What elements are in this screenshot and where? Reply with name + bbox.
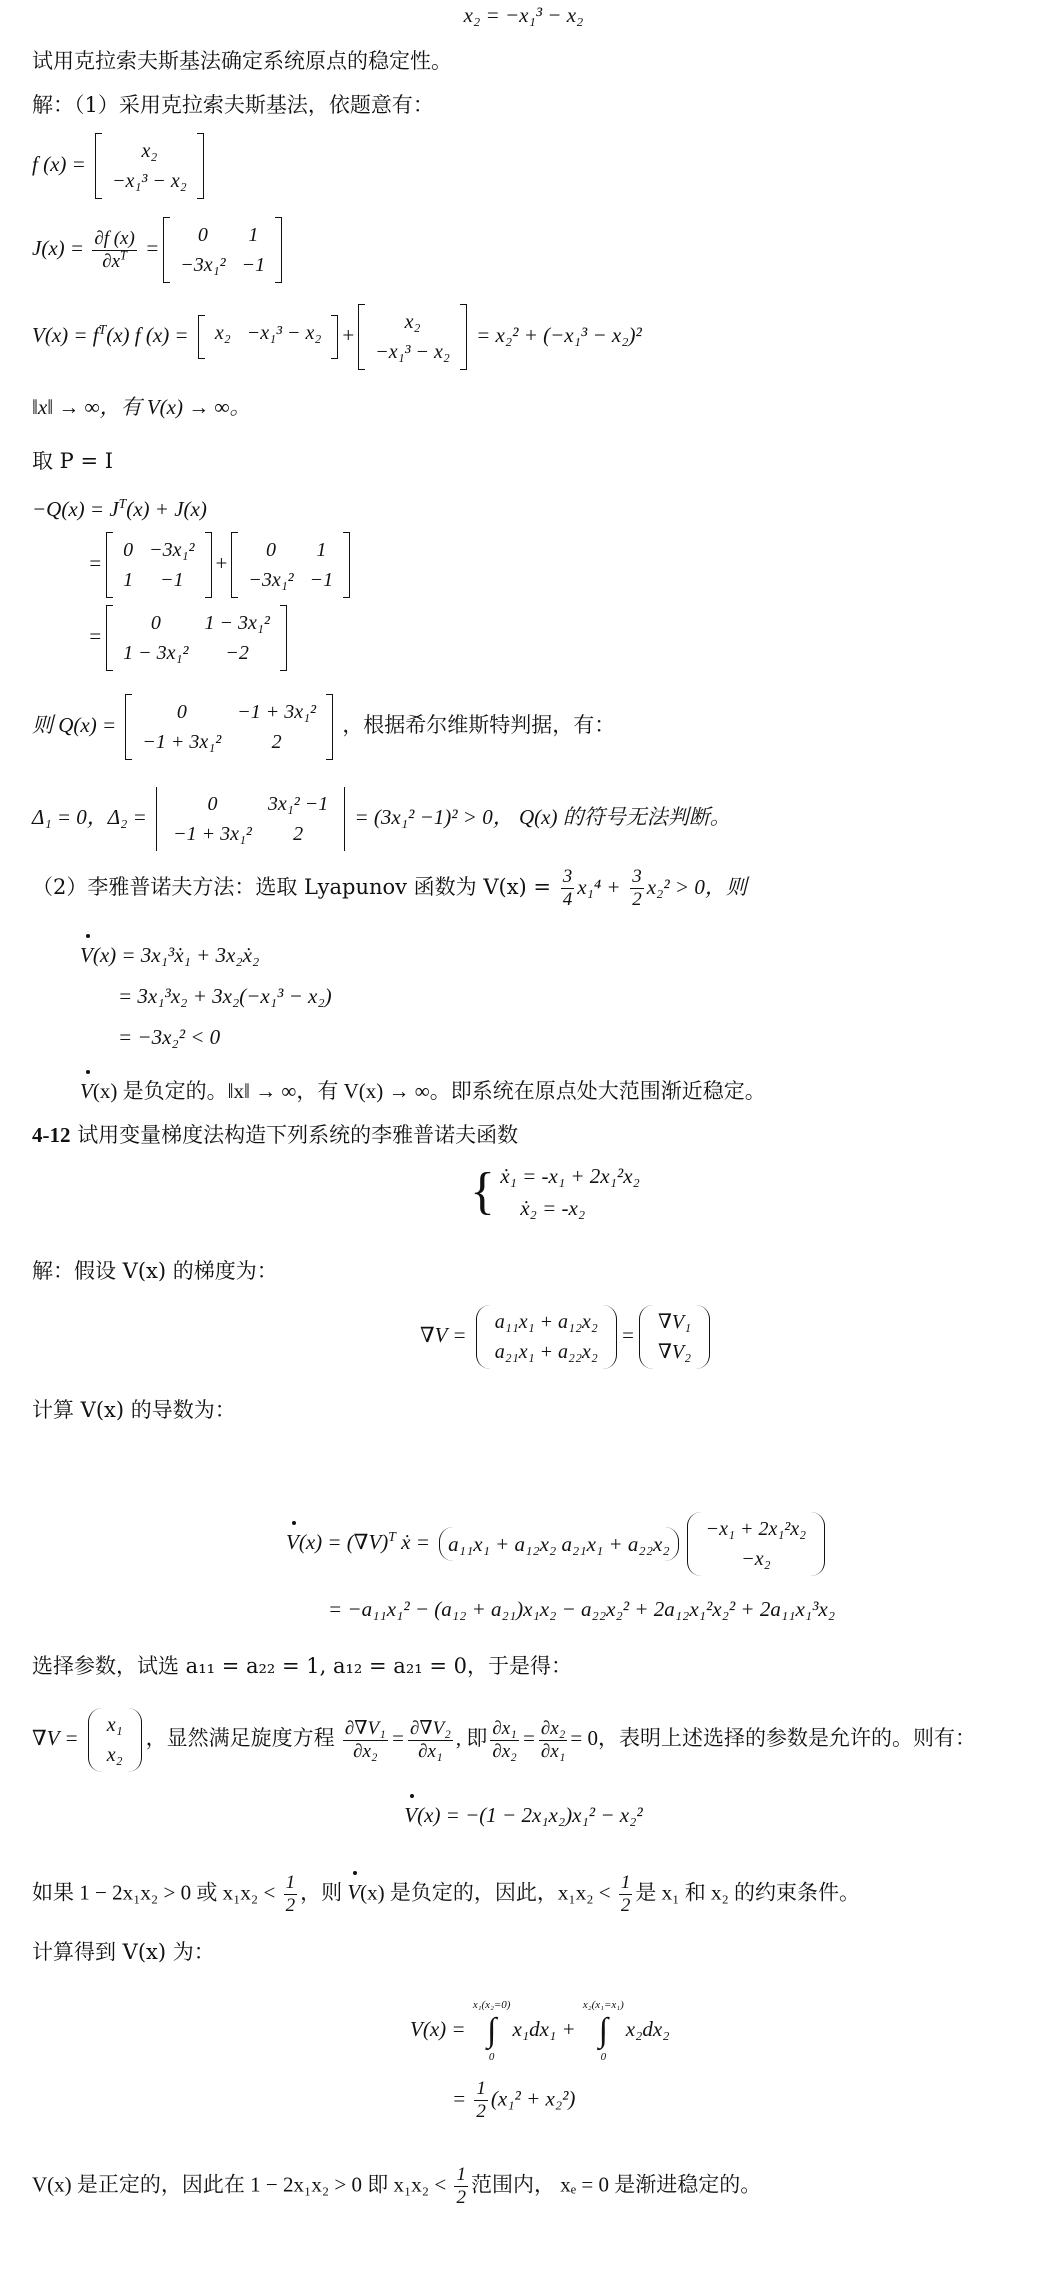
curl-frac-4: [539, 1718, 567, 1763]
cf1n: ∂∇V₁: [344, 1717, 386, 1739]
vdot-big-1: [286, 1512, 829, 1576]
qr-11: −2: [225, 642, 249, 664]
q-then-matrix: [125, 695, 333, 759]
int-l2: 0: [600, 2051, 607, 2063]
grad-c2-1: ∇V₂: [657, 1341, 692, 1363]
qr-00: 0: [150, 612, 161, 634]
v-definition: [32, 305, 642, 369]
v-lhs: V(x) = f: [32, 322, 99, 347]
grad-eq: =: [620, 1322, 635, 1347]
cf3n: ∂x₁: [492, 1717, 517, 1739]
vconcl-v: V: [80, 1076, 93, 1106]
solution-gradient-intro: 解：假设 V(x) 的梯度为：: [32, 1259, 278, 1283]
sol2-d2: 2: [632, 889, 642, 910]
solution-part1-intro: 解：（1）采用克拉索夫斯基法，依题意有：: [32, 93, 434, 117]
grad-col-2: [639, 1305, 710, 1369]
curl-frac-3: [490, 1718, 518, 1763]
top-equation: [0, 0, 1047, 30]
j-frac-num: ∂f (x): [94, 227, 135, 249]
q-then-post: ，根据希尔维斯特判据，有：: [342, 712, 616, 737]
final-n: 1: [456, 2164, 466, 2185]
problem-statement: 试用克拉索夫斯基法确定系统原点的稳定性。: [32, 49, 452, 73]
curl-col: [88, 1708, 142, 1772]
vconcl-rest: (x) 是负定的。‖x‖ → ∞，有 V(x) → ∞。即系统在原点处大范围渐近稳定。: [92, 1079, 766, 1103]
vdot-line-2: = 3x₁³x₂ + 3x₂(−x₁³ − x₂): [118, 984, 332, 1008]
integral-equation: [410, 1998, 670, 2064]
delta-determinant: [156, 787, 345, 851]
int-u2: x₂(x₁=x₁): [582, 1999, 624, 2011]
curl-c: , 即: [455, 1725, 488, 1750]
q-definition: [32, 494, 207, 524]
system-equations: [470, 1160, 640, 1224]
qt-00: 0: [176, 701, 187, 723]
gradient-equation: [420, 1305, 714, 1369]
jacobian-definition: J(x) = $\frac{\partial f (x)}{\partial x^T}$ =0 1 −3x₁² −1: [32, 218, 286, 282]
sol2-post: x₂² > 0，则: [646, 875, 747, 899]
vdf-v: V: [404, 1800, 417, 1830]
cf1d: ∂x₂: [353, 1740, 378, 1762]
final-a: V(x) 是正定的，因此在 1 − 2x₁x₂ > 0 即 x₁x₂ <: [32, 2172, 447, 2197]
q-sup: T: [118, 496, 127, 511]
q-result-matrix: [106, 606, 287, 670]
delta-line: [32, 787, 731, 851]
q-sum-matrix-2: [231, 533, 350, 597]
vdot-conclusion: [80, 1076, 766, 1106]
curl-col-1: x₂: [106, 1744, 123, 1766]
derivative-intro: 计算 V(x) 的导数为：: [32, 1398, 236, 1422]
qs1-01: −3x₁²: [149, 539, 195, 561]
top-eq-rhs: = −x₁³ − x₂: [485, 3, 584, 27]
j-frac-den: ∂x: [102, 250, 121, 272]
cf3d: ∂x₂: [492, 1740, 517, 1762]
f-lhs: f (x) =: [32, 151, 86, 176]
vdot-line-1: [80, 940, 259, 970]
int-l1: 0: [488, 2051, 495, 2063]
int2-rest: (x₁² + x₂²): [490, 2086, 576, 2111]
v-plus: +: [342, 322, 355, 347]
grad-c2-0: ∇V₁: [657, 1311, 692, 1333]
system-brace: {: [470, 1163, 495, 1220]
problem-412-text: 试用变量梯度法构造下列系统的李雅普诺夫函数: [77, 1123, 519, 1147]
dd-00: 0: [207, 793, 218, 815]
v-rhs: = x₂² + (−x₁³ − x₂)²: [476, 322, 642, 347]
sol2-mid: x₁⁴ +: [577, 875, 621, 899]
vdb-row: a₁₁x₁ + a₁₂x₂ a₂₁x₁ + a₂₂x₂: [439, 1527, 678, 1561]
sol2-d1: 4: [562, 889, 573, 910]
v-row-matrix: [198, 316, 339, 358]
q-sum-matrix-1: [106, 533, 211, 597]
f-m-10: −x₁³ − x₂: [112, 170, 187, 192]
cond-n: 1: [285, 1872, 296, 1893]
vdb-col-0: −x₁ + 2x₁²x₂: [705, 1518, 807, 1540]
j-lhs: J(x) =: [32, 235, 85, 260]
q-result: =0 1 − 3x₁² 1 − 3x₁² −2: [88, 606, 291, 670]
qt-01: −1 + 3x₁²: [237, 701, 317, 723]
final-conclusion: [32, 2164, 761, 2209]
v-col-0: x₂: [404, 311, 421, 333]
qt-10: −1 + 3x₁²: [142, 731, 222, 753]
sol2-n1: 3: [562, 866, 573, 887]
integral-result: [452, 2078, 575, 2123]
f-definition: [32, 134, 208, 198]
q-lhs: −Q(x) = J: [32, 497, 119, 521]
cond-n2: 1: [620, 1872, 631, 1893]
delta-rhs: = (3x₁² −1)² > 0，: [354, 804, 514, 829]
q-sum: =0 −3x₁² 1 −1+0 1 −3x₁² −1: [88, 533, 354, 597]
vdot1-rhs: (x) = 3x₁³ẋ₁ + 3x₂ẋ₂: [92, 943, 260, 967]
constraint-line: [32, 1872, 860, 1917]
int-f1: x₁dx₁ +: [512, 2016, 576, 2041]
v-mid: (x) f (x) =: [106, 322, 189, 347]
dd-10: −1 + 3x₁²: [173, 823, 252, 845]
final-b: 范围内，: [470, 2172, 555, 2197]
vdb-b: ẋ =: [401, 1529, 430, 1554]
cond-b: ，则: [300, 1880, 343, 1905]
curl-frac-2: [408, 1718, 453, 1763]
vdb-v: V: [286, 1527, 299, 1557]
vdf-rest: (x) = −(1 − 2x₁x₂)x₁² − x₂²: [417, 1803, 643, 1827]
qt-11: 2: [271, 731, 282, 753]
cond-a: 如果 1 − 2x₁x₂ > 0 或 x₁x₂ <: [32, 1880, 276, 1905]
j-fraction: [92, 228, 137, 273]
cond-dn: 2: [285, 1895, 296, 1916]
q-then-line: [32, 695, 615, 759]
calc-intro: 计算得到 V(x) 为：: [32, 1940, 215, 1964]
vdot-final: [0, 1800, 1047, 1830]
cf2n: ∂∇V₂: [409, 1717, 451, 1739]
cond-v: V: [347, 1877, 360, 1907]
qr-01: 1 − 3x₁²: [204, 612, 270, 634]
int2-d: 2: [476, 2101, 486, 2122]
int2-eq: =: [452, 2086, 467, 2111]
curl-line: ∇V = x₁ x₂，显然满足旋度方程 $\frac{\text{∂∇V₁}}{\text{∂x₂}}$ = $\frac{\text{∂∇V₂}}{\text{∂x₁}}$ , 即 $\frac{\text{∂x₁}}{\text{∂x₂}}$ = $\frac{\text{∂x₂}}{\text{∂x₁}}$ = 0，表明上述选择的参数是允许的。则有：: [32, 1708, 976, 1772]
curl-d: = 0，表明上述选择的参数是允许的。则有：: [570, 1725, 976, 1750]
int-u1: x₁(x₂=0): [472, 1999, 511, 2011]
qr-10: 1 − 3x₁²: [123, 642, 189, 664]
dd-11: 2: [293, 823, 304, 845]
j-m-10: −3x₁²: [180, 254, 226, 276]
qs2-11: −1: [309, 569, 334, 591]
q-rhs: (x) + J(x): [126, 497, 207, 521]
system-eq-2: ẋ₂ = -x₂: [520, 1196, 586, 1220]
q-sum-plus: +: [215, 550, 228, 575]
curl-a: ∇V =: [32, 1725, 79, 1750]
int2-n: 1: [476, 2078, 486, 2099]
int-f2: x₂dx₂: [625, 2016, 670, 2041]
vdb-col-1: −x₂: [741, 1548, 771, 1570]
j-frac-den-sup: T: [120, 248, 127, 263]
j-m-01: 1: [248, 224, 259, 246]
final-xe: xₑ = 0 是渐进稳定的。: [560, 2172, 762, 2197]
sol2-n2: 3: [632, 866, 642, 887]
vdb-a: (x) = (∇V): [298, 1529, 389, 1554]
system-eq-1: ẋ₁ = -x₁ + 2x₁²x₂: [500, 1164, 640, 1188]
final-d: 2: [456, 2187, 466, 2208]
delta-tail: Q(x) 的符号无法判断。: [518, 804, 731, 829]
qs2-00: 0: [266, 539, 276, 561]
curl-col-0: x₁: [106, 1714, 123, 1736]
f-matrix: [95, 134, 204, 198]
integral-2: x₂(x₁=x₁) ∫ 0: [582, 1999, 624, 2063]
problem-number: 4-12: [32, 1123, 71, 1147]
cond-frac-1: [284, 1872, 298, 1917]
sol2-frac-2: [630, 866, 644, 911]
vdb-sup: T: [388, 1528, 396, 1544]
int2-frac: [474, 2078, 488, 2123]
qs1-11: −1: [160, 569, 184, 591]
qs2-01: 1: [316, 539, 327, 561]
parameter-selection: 选择参数，试选 a₁₁ = a₂₂ = 1, a₁₂ = a₂₁ = 0，于是得：: [32, 1654, 572, 1678]
norm-line: [32, 392, 250, 422]
v-row-1: −x₁³ − x₂: [246, 322, 322, 344]
j-matrix: [163, 218, 282, 282]
vdb-col: [687, 1512, 825, 1576]
cond-d2: 2: [620, 1895, 631, 1916]
grad-c1-0: a₁₁x₁ + a₁₂x₂: [494, 1311, 598, 1333]
take-p-line: 取 P = I: [32, 449, 114, 473]
grad-lhs: ∇V =: [420, 1322, 467, 1347]
norm-b: V(x) → ∞。: [146, 395, 251, 419]
v-col-matrix: [358, 305, 467, 369]
f-m-00: x₂: [141, 140, 158, 162]
vdot1-v: V: [80, 940, 93, 970]
dd-01: 3x₁² −1: [267, 793, 329, 815]
v-sup: T: [98, 321, 107, 337]
grad-c1-1: a₂₁x₁ + a₂₂x₂: [494, 1341, 598, 1363]
cf4n: ∂x₂: [540, 1717, 566, 1739]
vdot-big-2: = −a₁₁x₁² − (a₁₂ + a₂₁)x₁x₂ − a₂₂x₂² + 2a₁₂x₁²x₂² + 2a₁₁x₁³x₂: [328, 1597, 835, 1621]
delta-d1: Δ₁ = 0，Δ₂ =: [32, 804, 147, 829]
vdot-line-3: = −3x₂² < 0: [118, 1025, 221, 1049]
grad-col-1: [476, 1305, 617, 1369]
qs2-10: −3x₁²: [248, 569, 294, 591]
curl-frac-1: [343, 1718, 388, 1763]
top-eq-lhs: x₂: [463, 3, 481, 27]
cf2d: ∂x₁: [418, 1740, 443, 1762]
cond-e: 是 x₁ 和 x₂ 的约束条件。: [635, 1880, 861, 1905]
integral-1: x₁(x₂=0) ∫ 0: [472, 1999, 511, 2063]
cond-frac-2: [619, 1872, 633, 1917]
cond-c: (x) 是负定的，因此，x₁x₂ <: [360, 1880, 611, 1905]
v-row-0: x₂: [214, 322, 231, 344]
v-col-1: −x₁³ − x₂: [375, 341, 450, 363]
final-frac: [454, 2164, 468, 2209]
cf4d: ∂x₁: [540, 1740, 566, 1762]
sol2-frac-1: [561, 866, 575, 911]
solution-part2: [32, 866, 747, 911]
qs1-00: 0: [123, 539, 134, 561]
problem-4-12: [32, 1120, 518, 1150]
q-then-pre: 则 Q(x) =: [32, 712, 117, 737]
int-lhs: V(x) =: [410, 2016, 466, 2041]
qs1-10: 1: [123, 569, 134, 591]
j-m-00: 0: [197, 224, 208, 246]
curl-eq: =: [390, 1725, 405, 1750]
sol2-pre: （2）李雅普诺夫方法：选取 Lyapunov 函数为 V(x) =: [32, 875, 552, 899]
curl-b: ，显然满足旋度方程: [145, 1725, 335, 1750]
j-m-11: −1: [241, 254, 266, 276]
norm-a: ‖x‖ → ∞，有: [32, 395, 142, 419]
